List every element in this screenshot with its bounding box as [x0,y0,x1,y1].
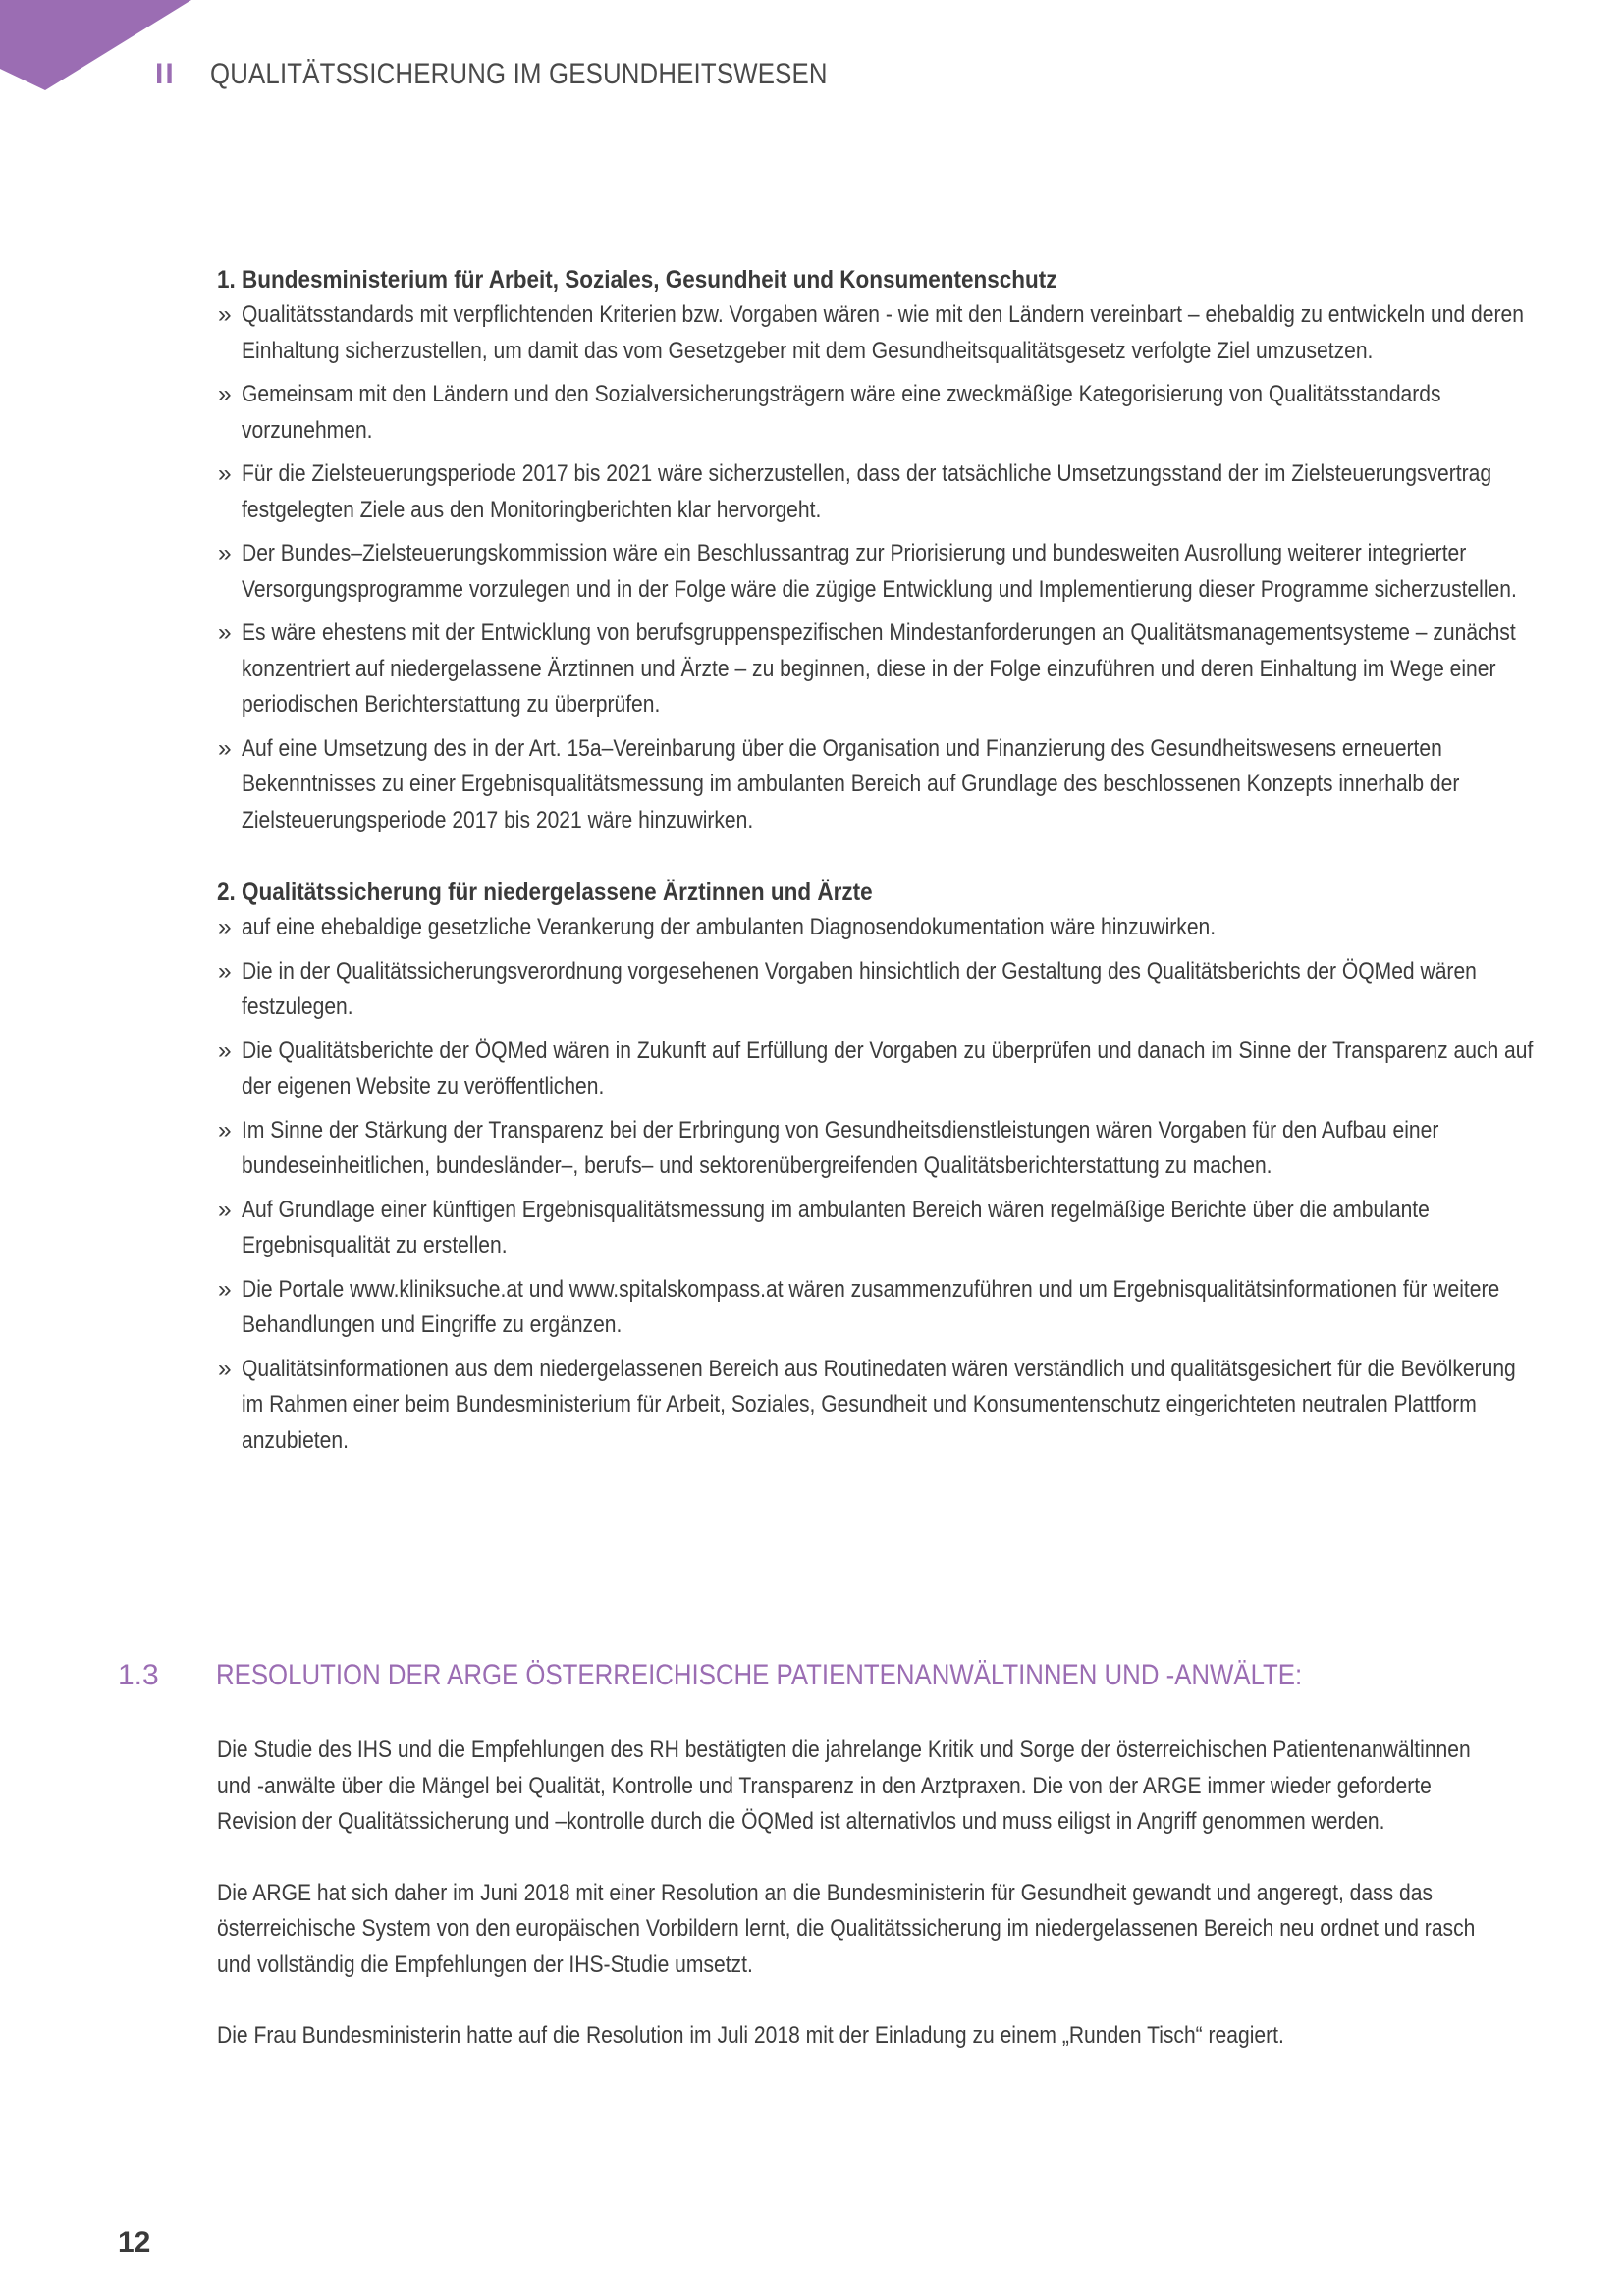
section-1-3-body [217,1733,1493,2090]
list-item: » Qualitätsstandards mit verpflichtenden Kriterien bzw. Vorgaben wären - wie mit den Ländern vereinbart – ehebaldig zu entwickeln und deren Einhaltung sicherzustellen, um damit das vom Gesetzgeber mit dem Gesundheitsqualitätsgesetz verfolgte Ziel umzusetzen. [217,297,1493,369]
section-1-list [217,297,1524,838]
list-item: » Der Bundes–Zielsteuerungskommission wäre ein Beschlussantrag zur Priorisierung und bundesweiten Ausrollung weiterer integrierter Versorgungsprogramme vorzulegen und in der Folge wäre die zügige Entwicklung und Implementierung dieser Programme sicherzustellen. [217,536,1493,608]
chapter-numeral: II [155,58,176,90]
list-item: » Die Qualitätsberichte der ÖQMed wären in Zukunft auf Erfüllung der Vorgaben zu überprüfen und danach im Sinne der Transparenz auch auf der eigenen Website zu veröffentlichen. [217,1034,1493,1105]
list-item: » auf eine ehebaldige gesetzliche Verankerung der ambulanten Diagnosendokumentation wäre hinzuwirken. [217,910,1493,946]
chapter-title: QUALITÄTSSICHERUNG IM GESUNDHEITSWESEN [210,58,828,90]
section-1-3-heading [118,1659,1492,1692]
paragraph: Die Frau Bundesministerin hatte auf die Resolution im Juli 2018 mit der Einladung zu einem „Runden Tisch“ reagiert. [217,2022,1284,2049]
list-item: » Für die Zielsteuerungsperiode 2017 bis 2021 wäre sicherzustellen, dass der tatsächliche Umsetzungsstand der im Zielsteuerungsvertrag festgelegten Ziele aus den Monitoringberichten klar hervorgeht. [217,456,1493,528]
list-item: » Qualitätsinformationen aus dem niedergelassenen Bereich aus Routinedaten wären verständlich und qualitätsgesichert für die Bevölkerung im Rahmen einer beim Bundesministerium für Arbeit, Soziales, Gesundheit und Konsumentenschutz eingerichteten neutralen Plattform anzubieten. [217,1352,1493,1460]
list-item: » Es wäre ehestens mit der Entwicklung von berufsgruppenspezifischen Mindestanforderungen an Qualitätsmanagementsysteme – zunächst konzentriert auf niedergelassene Ärztinnen und Ärzte – zu beginnen, diese in der Folge einzuführen und deren Einhaltung im Wege einer periodischen Berichterstattung zu überprüfen. [217,615,1493,723]
recommendations-content [217,263,1534,1467]
list-item: » Gemeinsam mit den Ländern und den Sozialversicherungsträgern wäre eine zweckmäßige Kategorisierung von Qualitätsstandards vorzunehmen. [217,377,1493,449]
page-header [155,55,928,94]
page-number: 12 [118,2226,151,2259]
list-item: » Im Sinne der Stärkung der Transparenz bei der Erbringung von Gesundheitsdienstleistungen wären Vorgaben für den Aufbau einer bundeseinheitlichen, bundesländer–, berufs– und sektorenübergreifenden Qualitätsberichterstattung zu machen. [217,1113,1493,1185]
list-item: » Auf Grundlage einer künftigen Ergebnisqualitätsmessung im ambulanten Bereich wären regelmäßige Berichte über die ambulante Ergebnisqualität zu erstellen. [217,1193,1493,1264]
section-2-title: 2. Qualitätssicherung für niedergelassene Ärztinnen und Ärzte [217,879,873,906]
list-item: » Die in der Qualitätssicherungsverordnung vorgesehenen Vorgaben hinsichtlich der Gestaltung des Qualitätsberichts der ÖQMed wären festzulegen. [217,954,1493,1026]
section-number: 1.3 [118,1659,159,1691]
list-item: » Auf eine Umsetzung des in der Art. 15a–Vereinbarung über die Organisation und Finanzierung des Gesundheitswesens erneuerten Bekenntnisses zu einer Ergebnisqualitätsmessung im ambulanten Bereich auf Grundlage des beschlossenen Konzepts innerhalb der Zielsteuerungsperiode 2017 bis 2021 wäre hinzuwirken. [217,731,1493,839]
section-title: RESOLUTION DER ARGE ÖSTERREICHISCHE PATIENTENANWÄLTINNEN UND -ANWÄLTE: [216,1659,1303,1691]
section-1-title: 1. Bundesministerium für Arbeit, Soziales, Gesundheit und Konsumentenschutz [217,266,1057,294]
section-2-list [217,910,1534,1459]
paragraph: Die Studie des IHS und die Empfehlungen des RH bestätigten die jahrelange Kritik und Sorge der österreichischen Patientenanwältinnen und -anwälte über die Mängel bei Qualität, Kontrolle und Transparenz in den Arztpraxen. Die von der ARGE immer wieder geforderte Revision der Qualitätssicherung und –kontrolle durch die ÖQMed ist alternativlos und muss eiligst in Angriff genommen werden. [217,1736,1471,1835]
list-item: » Die Portale www.kliniksuche.at und www.spitalskompass.at wären zusammenzuführen und um Ergebnisqualitätsinformationen für weitere Behandlungen und Eingriffe zu ergänzen. [217,1272,1493,1344]
paragraph: Die ARGE hat sich daher im Juni 2018 mit einer Resolution an die Bundesministerin für Gesundheit gewandt und angeregt, dass das österreichische System von den europäischen Vorbildern lernt, die Qualitätssicherung im niedergelassenen Bereich neu ordnet und rasch und vollständig die Empfehlungen der IHS-Studie umsetzt. [217,1879,1476,1978]
